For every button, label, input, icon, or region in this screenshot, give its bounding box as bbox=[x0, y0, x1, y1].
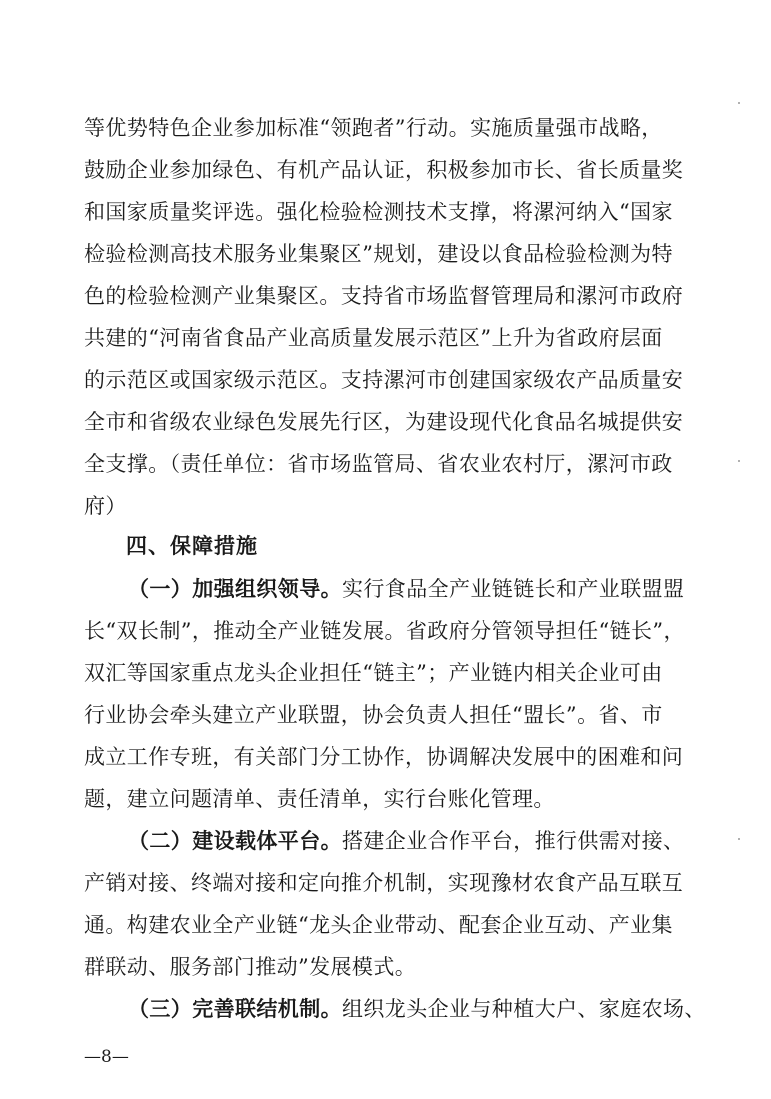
paragraph-label: （三）完善联结机制。 bbox=[128, 996, 342, 1021]
paragraph-label: （二）建设载体平台。 bbox=[128, 828, 342, 853]
body-line: 全支撑。（责任单位：省市场监管局、省农业农村厅，漯河市政 bbox=[84, 452, 673, 476]
body-line: 产销对接、终端对接和定向推介机制，实现豫材农食产品互联互 bbox=[84, 871, 684, 895]
body-line: 成立工作专班，有关部门分工协作，协调解决发展中的困难和问 bbox=[84, 745, 684, 769]
scan-speck bbox=[738, 460, 740, 462]
body-line: 检验检测高技术服务业集聚区”规划，建设以食品检验检测为特 bbox=[84, 242, 673, 266]
body-line: 长“双长制”，推动全产业链发展。省政府分管领导担任“链长”， bbox=[84, 619, 685, 643]
paragraph-text: 搭建企业合作平台，推行供需对接、 bbox=[342, 829, 685, 853]
body-line: 等优势特色企业参加标准“领跑者”行动。实施质量强市战略， bbox=[84, 116, 663, 140]
scan-speck bbox=[738, 102, 740, 104]
paragraph-first-line bbox=[128, 826, 728, 856]
paragraph-text: 组织龙头企业与种植大户、家庭农场、 bbox=[342, 997, 706, 1021]
body-line: 全市和省级农业绿色发展先行区，为建设现代化食品名城提供安 bbox=[84, 410, 684, 434]
body-line: 府） bbox=[84, 494, 127, 518]
paragraph-first-line bbox=[128, 994, 728, 1024]
body-line: 和国家质量奖评选。强化检验检测技术支撑，将漯河纳入“国家 bbox=[84, 200, 673, 224]
section-heading: 四、保障措施 bbox=[126, 534, 258, 558]
body-line: 色的检验检测产业集聚区。支持省市场监督管理局和漯河市政府 bbox=[84, 284, 684, 308]
scan-speck bbox=[738, 838, 740, 840]
paragraph-first-line bbox=[128, 574, 728, 604]
page-number: —8— bbox=[84, 1047, 129, 1067]
body-line: 行业协会牵头建立产业联盟，协会负责人担任“盟长”。省、市 bbox=[84, 703, 663, 727]
body-line: 的示范区或国家级示范区。支持漯河市创建国家级农产品质量安 bbox=[84, 368, 684, 392]
paragraph-text: 实行食品全产业链链长和产业联盟盟 bbox=[342, 577, 685, 601]
paragraph-label: （一）加强组织领导。 bbox=[128, 576, 342, 601]
body-line: 题，建立问题清单、责任清单，实行台账化管理。 bbox=[84, 787, 555, 811]
body-line: 通。构建农业全产业链“龙头企业带动、配套企业互动、产业集 bbox=[84, 913, 673, 937]
body-line: 鼓励企业参加绿色、有机产品认证，积极参加市长、省长质量奖 bbox=[84, 158, 684, 182]
body-line: 双汇等国家重点龙头企业担任“链主”；产业链内相关企业可由 bbox=[84, 661, 663, 685]
body-line: 群联动、服务部门推动”发展模式。 bbox=[84, 955, 417, 979]
body-line: 共建的“河南省食品产业高质量发展示范区”上升为省政府层面 bbox=[84, 326, 663, 350]
